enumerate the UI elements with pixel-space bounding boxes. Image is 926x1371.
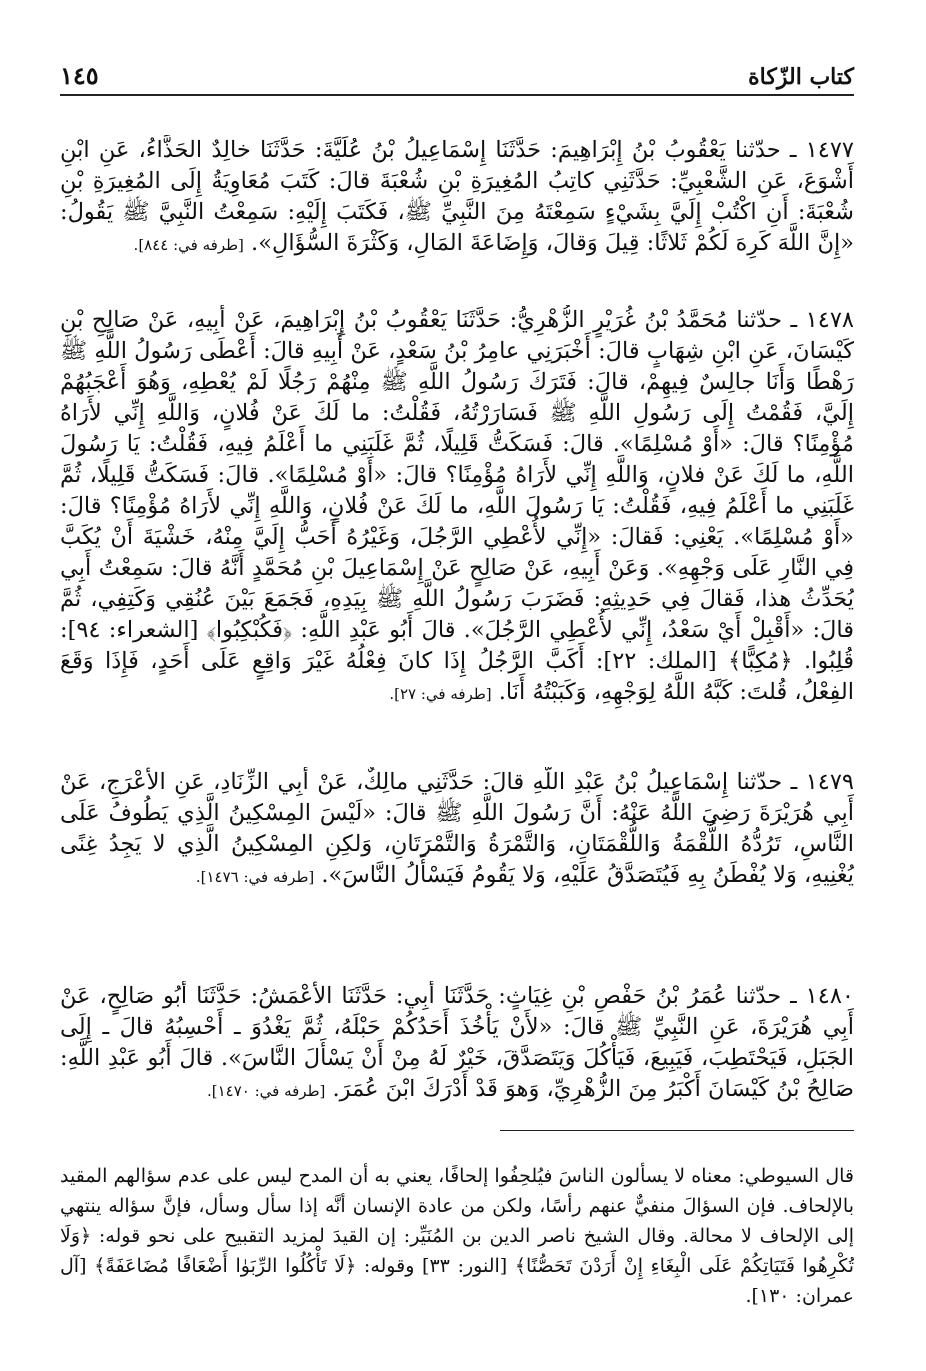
hadith-reference: [طرفه في: ٨٤٤].	[133, 235, 244, 254]
hadith-1480	[60, 981, 854, 1141]
page-number: ١٤٥	[60, 61, 99, 90]
hadith-text: ١٤٧٩ ـ حدّثنا إِسْمَاعِيلُ بْنُ عَبْدِ اللَّهِ قالَ: حَدَّثَنِي مالِكٌ، عَنْ أَبِي الزِّنَادِ، عَنِ الأَعْرَجِ، عَنْ أَبِي هُرَيْرَةَ رَضِيَ اللَّهُ عَنْهُ: أَنَّ رَسُولَ اللَّهِ ﷺ قالَ: «لَيْسَ المِسْكِينُ الَّذِي يَطُوفُ عَلَى النَّاسِ، تَرُدُّهُ اللُّقْمَةُ وَاللُّقْمَتَانِ، وَالتَّمْرَةُ وَالتَّمْرَتَانِ، وَلكِنِ المِسْكِينُ الَّذِي لا يَجِدُ غِنًى يُغْنِيهِ، وَلا يُفْطَنُ بِهِ فَيُتَصَدَّقُ عَلَيْهِ، وَلا يَقُومُ فَيَسْأَلُ النَّاسَ».	[60, 768, 854, 888]
hadith-1479	[60, 767, 854, 967]
page-header	[60, 56, 854, 96]
hadith-1478	[60, 305, 854, 755]
hadith-reference: [طرفه في: ١٤٧٦].	[195, 867, 315, 886]
hadith-1477	[60, 135, 854, 295]
footnote-divider	[500, 1130, 854, 1131]
hadith-text: ١٤٧٨ ـ حدّثنا مُحَمَّدُ بْنُ غُرَيْرٍ الزُّهْرِيُّ: حَدَّثَنَا يَعْقُوبُ بْنُ إِبْرَاهِيمَ، عَنْ أَبِيهِ، عَنْ صَالِحِ بْنِ كَيْسَانَ، عَنِ ابْنِ شِهَابٍ قالَ: أَخْبَرَنِي عامِرُ بْنُ سَعْدٍ، عَنْ أَبِيهِ قالَ: أَعْطَى رَسُولُ اللَّهِ ﷺ رَهْطًا وَأَنَا جالِسٌ فِيهِمْ، قالَ: فَتَرَكَ رَسُولُ اللَّهِ ﷺ مِنْهُمْ رَجُلًا لَمْ يُعْطِهِ، وَهُوَ أَعْجَبُهُمْ إِلَيَّ، فَقُمْتُ إِلَى رَسُولِ اللَّهِ ﷺ فَسَارَرْتُهُ، فَقُلْتُ: ما لَكَ عَنْ فُلانٍ، وَاللَّهِ إِنِّي لأَرَاهُ مُؤْمِنًا؟ قالَ: «أَوْ مُسْلِمًا». قالَ: فَسَكَتُّ قَلِيلًا، ثُمَّ غَلَبَنِي ما أَعْلَمُ فِيهِ، فَقُلْتُ: يَا رَسُولَ اللَّهِ، ما لَكَ عَنْ فلانٍ، وَاللَّهِ إِنِّي لأَرَاهُ مُؤْمِنًا؟ قالَ: «أَوْ مُسْلِمًا». قالَ: فَسَكَتُّ قَلِيلًا، ثُمَّ غَلَبَنِي ما أَعْلَمُ فِيهِ، فَقُلْتُ: يَا رَسُولَ اللَّهِ، ما لَكَ عَنْ فُلانٍ، وَاللَّهِ إِنِّي لأَرَاهُ مُؤْمِنًا؟ قالَ: «أَوْ مُسْلِمًا». يَعْنِي: فَقالَ: «إِنِّي لأُعْطِي الرَّجُلَ، وَغَيْرُهُ أَحَبُّ إِلَيَّ مِنْهُ، خَشْيَةَ أَنْ يُكَبَّ فِي النَّارِ عَلَى وَجْهِهِ». وَعَنْ أَبِيهِ، عَنْ صَالِحٍ عَنْ إِسْمَاعِيلَ بْنِ مُحَمَّدٍ أَنَّهُ قالَ: سَمِعْتُ أَبِي يُحَدِّثُ هذا، فَقالَ فِي حَدِيثِهِ: فَضَرَبَ رَسُولُ اللَّهِ ﷺ بِيَدِهِ، فَجَمَعَ بَيْنَ عُنُقِي وَكَتِفِي، ثُمَّ قالَ: «أَقْبِلْ أَيْ سَعْدُ، إِنِّي لأُعْطِي الرَّجُلَ». قالَ أَبُو عَبْدِ اللَّهِ: ﴿فَكُبْكِبُوا﴾ [الشعراء: ٩٤]: قُلِبُوا. ﴿مُكِبًّا﴾ [الملك: ٢٢]: أَكَبَّ الرَّجُلُ إِذَا كانَ فِعْلُهُ غَيْرَ وَاقِعٍ عَلَى أَحَدٍ، فَإِذَا وَقَعَ الفِعْلُ، قُلتَ: كَبَّهُ اللَّهُ لِوَجْهِهِ، وَكَبَبْتُهُ أَنَا.	[60, 306, 854, 705]
commentary-footnote: قال السيوطي: معناه لا يسألون الناسَ فيُلحِفُوا إلحافًا، يعني به أن المدح ليس على عدم سؤالهم المقيد بالإلحاف. فإن السؤالَ منفيٌّ عنهم رأسًا، ولكن من عادة الإنسان أنَّه إذا سأل وسأل، فإنَّ سؤاله ينتهي إلى الإلحاف لا محالة. وقال الشيخ ناصر الدين بن المُنَيِّر: إن القيدَ لمزيد التقبيح على نحو قوله: ﴿وَلَا تُكْرِهُوا فَتَيَاتِكُمْ عَلَى الْبِغَاءِ إِنْ أَرَدْنَ تَحَصُّنًا﴾ [النور: ٣٣] وقوله: ﴿لَا تَأْكُلُوا الرِّبَوٰا أَضْعَافًا مُضَاعَفَةً﴾ [آل عمران: ١٣٠].	[60, 1165, 854, 1307]
hadith-text: ١٤٧٧ ـ حدّثنا يَعْقُوبُ بْنُ إِبْرَاهِيمَ: حَدَّثَنَا إِسْمَاعِيلُ بْنُ عُلَيَّةَ: حَدَّثَنَا خالِدٌ الحَذَّاءُ، عَنِ ابْنِ أَشْوَعَ، عَنِ الشَّعْبِيِّ: حَدَّثَنِي كاتِبُ المُغِيرَةِ بْنِ شُعْبَةَ قالَ: كَتَبَ مُعَاوِيَةُ إِلَى المُغِيرَةِ بْنِ شُعْبَةَ: أَنِ اكْتُبْ إِلَيَّ بِشَيْءٍ سَمِعْتَهُ مِنَ النَّبِيِّ ﷺ، فَكَتَبَ إِلَيْهِ: سَمِعْتُ النَّبِيَّ ﷺ يَقُولُ: «إِنَّ اللَّهَ كَرِهَ لَكُمْ ثَلاثًا: قِيلَ وَقالَ، وَإِضَاعَةَ المَالِ، وَكَثْرَةَ السُّؤَالِ».	[60, 136, 854, 256]
book-title: كتاب الزّكاة	[748, 64, 854, 90]
hadith-reference: [طرفه في: ١٤٧٠].	[206, 1081, 326, 1100]
hadith-text: ١٤٨٠ ـ حدّثنا عُمَرُ بْنُ حَفْصِ بْنِ غِيَاثٍ: حَدَّثَنَا أَبِي: حَدَّثَنَا الأَعْمَشُ: حَدَّثَنَا أَبُو صَالِحٍ، عَنْ أَبِي هُرَيْرَةَ، عَنِ النَّبِيِّ ﷺ قالَ: «لأَنْ يَأْخُذَ أَحَدُكُمْ حَبْلَهُ، ثُمَّ يَغْدُوَ ـ أَحْسِبُهُ قالَ ـ إِلَى الجَبَلِ، فَيَحْتَطِبَ، فَيَبِيعَ، فَيَأْكُلَ وَيَتَصَدَّقَ، خَيْرٌ لَهُ مِنْ أَنْ يَسْأَلَ النَّاسَ». قالَ أَبُو عَبْدِ اللَّهِ: صَالِحُ بْنُ كَيْسَانَ أَكْبَرُ مِنَ الزُّهْرِيِّ، وَهوَ قَدْ أَدْرَكَ ابْنَ عُمَرَ.	[60, 982, 854, 1102]
hadith-reference: [طرفه في: ٢٧].	[389, 684, 492, 703]
